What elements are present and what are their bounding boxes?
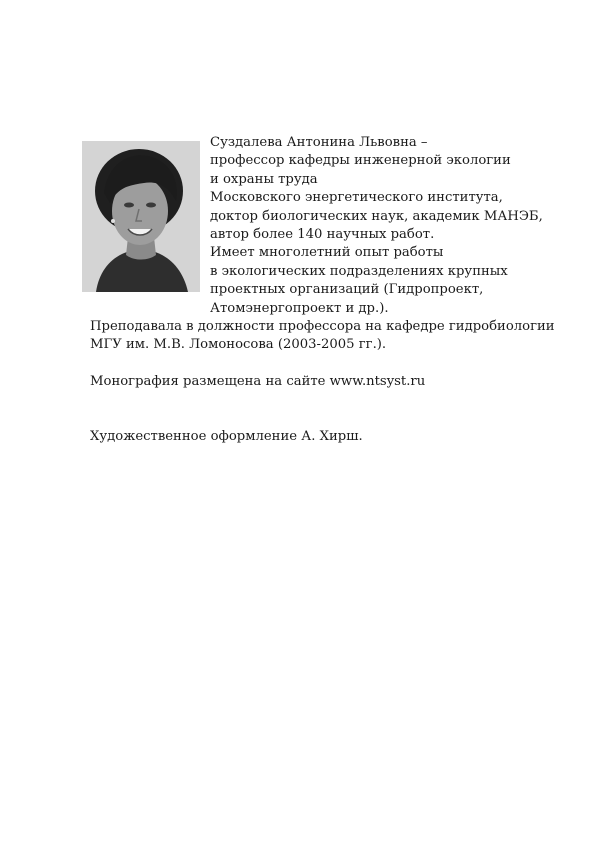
- teaching-line: Преподавала в должности профессора на кафедре гидробиологии: [90, 319, 555, 334]
- teaching-line: МГУ им. М.В. Ломоносова (2003-2005 гг.).: [90, 337, 387, 353]
- bio-line: Московского энергетического института,: [210, 190, 503, 206]
- design-credit: Художественное оформление А. Хирш.: [90, 429, 363, 444]
- bio-line: проектных организаций (Гидропроект,: [210, 282, 484, 298]
- bio-line: в экологических подразделениях крупных: [210, 263, 508, 279]
- bio-line: и охраны труда: [210, 171, 318, 187]
- bio-line: профессор кафедры инженерной экологии: [210, 153, 511, 169]
- monograph-note: Монография размещена на сайте www.ntsyst.ru: [90, 374, 426, 389]
- author-bio: [210, 134, 580, 318]
- bio-line: Имеет многолетний опыт работы: [210, 245, 444, 261]
- bio-line: Атомэнергопроект и др.).: [210, 300, 389, 316]
- bio-line: автор более 140 научных работ.: [210, 227, 435, 243]
- bio-line: доктор биологических наук, академик МАНЭБ,: [210, 208, 543, 224]
- bio-line: Суздалева Антонина Львовна –: [210, 135, 428, 150]
- author-portrait-icon: [82, 141, 200, 292]
- teaching-paragraph: [90, 318, 590, 355]
